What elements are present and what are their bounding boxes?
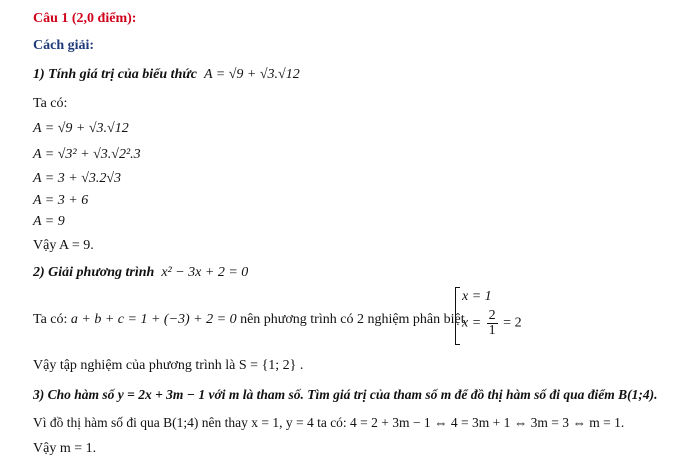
part2-heading-text: 2) Giải phương trình [33,265,155,280]
solution-2 [462,309,522,338]
part2-reason-prefix: Ta có: [33,312,68,327]
part1-step-2: A = √3² + √3.√2².3 [33,147,141,162]
part1-step-5: A = 9 [33,214,65,229]
part2-conclusion: Vậy tập nghiệm của phương trình là S = {1; 2} . [33,358,304,373]
part1-intro: Ta có: [33,96,68,111]
part2-heading-expr: x² − 3x + 2 = 0 [161,265,249,280]
part2-reason-expr: a + b + c = 1 + (−3) + 2 = 0 [70,312,237,327]
part1-step-3: A = 3 + √3.2√3 [33,171,122,186]
part2-reason-suffix: nên phương trình có 2 nghiệm phân biệt [240,312,465,327]
solution-1: x = 1 [462,289,492,304]
part1-step-4: A = 3 + 6 [33,193,89,208]
part3-heading: 3) Cho hàm số y = 2x + 3m − 1 với m là tham số. Tìm giá trị của tham số m để đồ thị hàm số đi qua điểm B(1;4). [33,387,658,402]
fraction-numerator: 2 [488,308,496,323]
solution-2-prefix: x = [462,315,482,331]
part1-heading-expr: A = √9 + √3.√12 [203,67,300,82]
part2-heading [33,264,248,282]
part1-conclusion: Vậy A = 9. [33,238,94,253]
part1-step-1: A = √9 + √3.√12 [33,121,129,136]
question-title: Câu 1 (2,0 điểm): [33,11,137,26]
part2-reason [33,311,465,329]
part1-heading-text: 1) Tính giá trị của biểu thức [33,67,197,82]
solution-system-bracket [455,287,526,345]
part3-conclusion: Vậy m = 1. [33,441,97,456]
part1-heading [33,66,300,84]
fraction-denominator: 1 [488,323,496,338]
part3-reason: Vì đồ thị hàm số đi qua B(1;4) nên thay x = 1, y = 4 ta có: 4 = 2 + 3m − 1 ⇔ 4 = 3m + 1 ⇔ 3m = 3 ⇔ m = 1. [33,415,625,430]
method-label: Cách giải: [33,38,95,53]
solution-2-suffix: = 2 [503,315,522,331]
solution-2-fraction [487,309,498,338]
